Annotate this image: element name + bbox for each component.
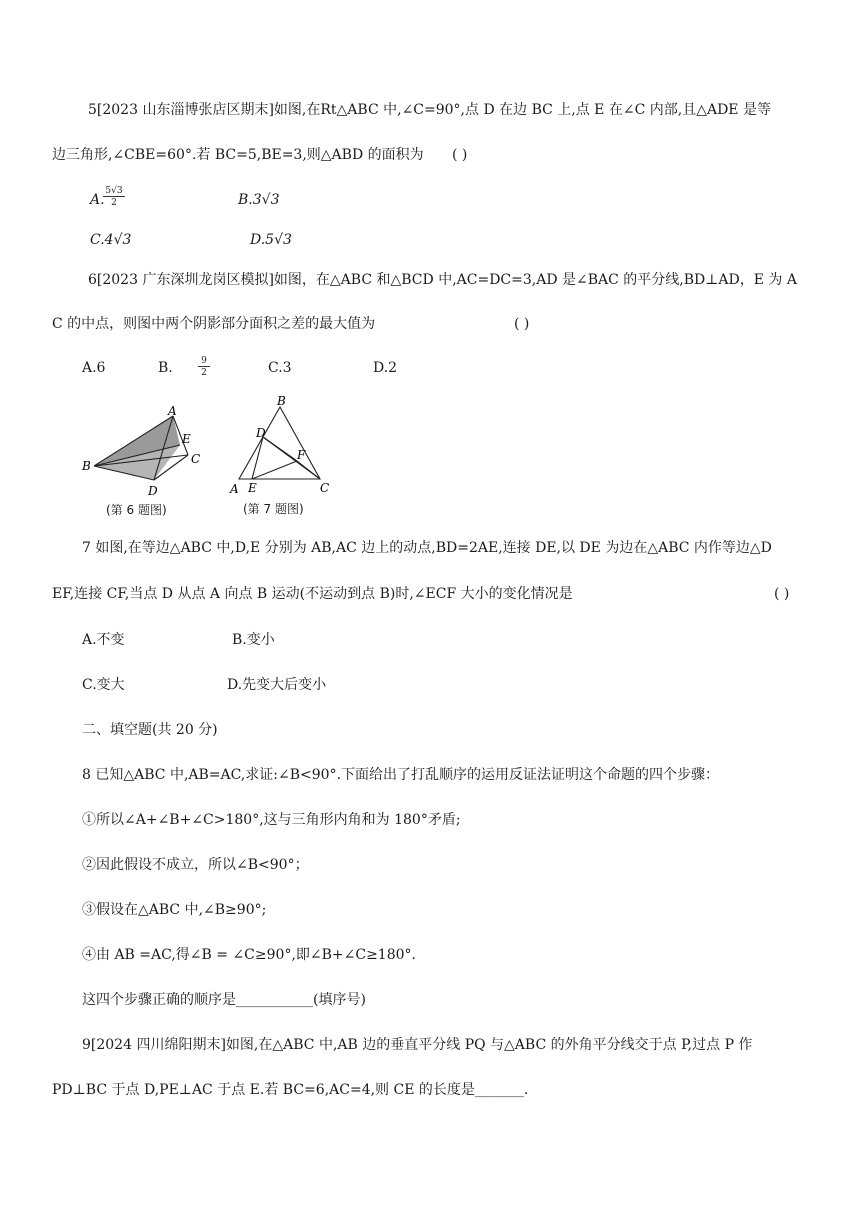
q9-line2: PD⊥BC 于点 D,PE⊥AC 于点 E.若 BC=6,AC=4,则 CE 的长度是_______. [52, 1082, 529, 1098]
fig7-label-f: F [297, 448, 306, 462]
q8-step1: ①所以∠A+∠B+∠C>180°,这与三角形内角和为 180°矛盾; [82, 812, 461, 828]
figure-6-diagram [80, 405, 210, 500]
q7-line1: 7 如图,在等边△ABC 中,D,E 分别为 AB,AC 边上的动点,BD=2AE,连接 DE,以 DE 为边在△ABC 内作等边△D [82, 540, 772, 556]
q6-option-a: A.6 [82, 360, 106, 376]
q9-line1: 9[2024 四川绵阳期末]如图,在△ABC 中,AB 边的垂直平分线 PQ 与△ABC 的外角平分线交于点 P,过点 P 作 [82, 1037, 753, 1053]
section-2-title: 二、填空题(共 20 分) [82, 722, 218, 738]
figure-7-caption: (第 7 题图) [243, 502, 304, 516]
fig6-label-d: D [148, 484, 158, 498]
q8-line1: 8 已知△ABC 中,AB=AC,求证:∠B<90°.下面给出了打乱顺序的运用反证法证明这个命题的四个步骤： [82, 767, 720, 783]
q7-paren: ( ) [774, 586, 790, 602]
q5-option-a-denominator: 2 [111, 198, 117, 208]
q5-option-d: D.5√3 [250, 232, 292, 248]
fig6-label-e: E [182, 432, 191, 446]
q5-line1: 5[2023 山东淄博张店区期末]如图,在Rt△ABC 中,∠C=90°,点 D 在边 BC 上,点 E 在∠C 内部,且△ADE 是等 [88, 102, 771, 118]
fig6-label-a: A [168, 405, 177, 418]
q8-step4: ④由 AB =AC,得∠B = ∠C≥90°,即∠B+∠C≥180°. [82, 947, 416, 963]
q7-line2: EF,连接 CF,当点 D 从点 A 向点 B 运动(不运动到点 B)时,∠ECF 大小的变化情况是 [52, 586, 573, 602]
figure-6-caption: (第 6 题图) [106, 503, 167, 517]
q6-option-b-letter: B. [158, 360, 173, 376]
fig7-label-c: C [320, 481, 330, 495]
q6-option-c: C.3 [268, 360, 292, 376]
q8-step3: ③假设在△ABC 中,∠B≥90°; [82, 902, 267, 918]
q6-paren: ( ) [514, 316, 530, 332]
q7-option-c: C.变大 [82, 677, 125, 693]
q5-option-b: B.3√3 [238, 192, 280, 208]
q5-line2: 边三角形,∠CBE=60°.若 BC=5,BE=3,则△ABD 的面积为 [52, 147, 424, 163]
q7-option-a: A.不变 [82, 632, 125, 648]
q6-option-b-denominator: 2 [201, 368, 207, 378]
q7-option-d: D.先变大后变小 [227, 677, 327, 693]
q5-option-a-numerator: 5√3 [103, 186, 125, 197]
fig6-label-c: C [191, 452, 201, 466]
q5-paren: ( ) [452, 147, 468, 163]
fig6-label-b: B [82, 459, 91, 473]
q8-answer-line: 这四个步骤正确的顺序是___________(填序号) [82, 992, 366, 1008]
fig7-label-d: D [256, 426, 266, 440]
fig7-label-e: E [248, 481, 257, 495]
q8-step2: ②因此假设不成立，所以∠B<90°； [82, 857, 309, 873]
q6-option-d: D.2 [373, 360, 398, 376]
q6-line1: 6[2023 广东深圳龙岗区模拟]如图，在△ABC 和△BCD 中,AC=DC=3,AD 是∠BAC 的平分线,BD⊥AD，E 为 A [88, 272, 797, 288]
fig7-label-b: B [277, 395, 286, 408]
fig7-label-a: A [230, 482, 239, 496]
q6-line2: C 的中点，则图中两个阴影部分面积之差的最大值为 [52, 316, 376, 332]
q5-option-c: C.4√3 [90, 232, 132, 248]
figure-7-diagram [225, 395, 345, 500]
q6-option-b-numerator: 9 [198, 356, 210, 367]
q7-option-b: B.变小 [232, 632, 275, 648]
q5-option-a-letter: A. [90, 192, 105, 208]
